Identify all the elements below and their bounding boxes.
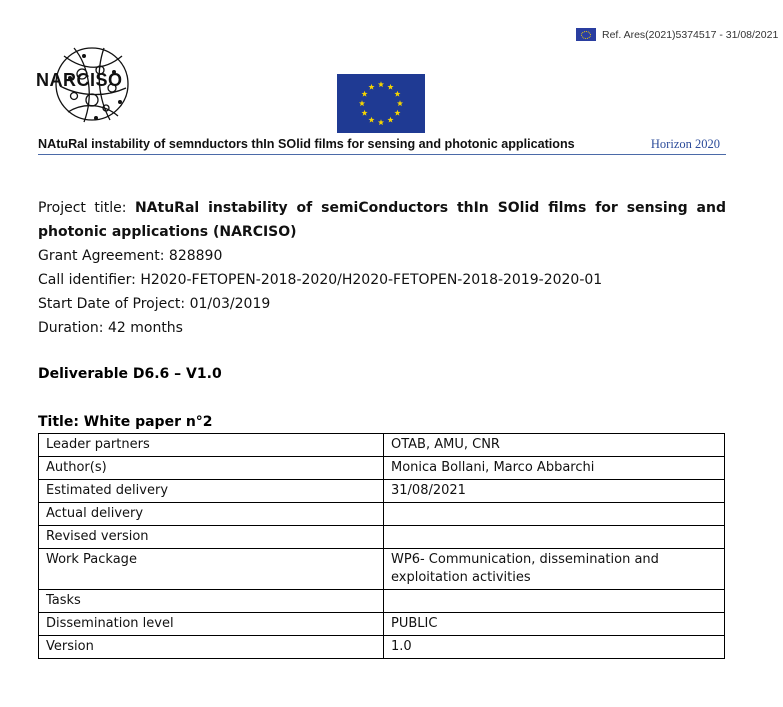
row-label: Dissemination level xyxy=(39,613,384,636)
row-value: 1.0 xyxy=(384,636,725,659)
row-label: Actual delivery xyxy=(39,503,384,526)
table-row xyxy=(39,613,725,636)
eu-flag-small-icon xyxy=(576,28,596,41)
document-title: Title: White paper n°2 xyxy=(38,414,213,430)
program-name: Horizon 2020 xyxy=(650,136,720,151)
table-row xyxy=(39,636,725,659)
row-value xyxy=(384,526,725,549)
table-row xyxy=(39,503,725,526)
start-date: Start Date of Project: 01/03/2019 xyxy=(38,296,271,312)
row-label: Work Package xyxy=(39,549,384,590)
table-row xyxy=(39,526,725,549)
project-title xyxy=(38,196,726,244)
row-value: PUBLIC xyxy=(384,613,725,636)
duration: Duration: 42 months xyxy=(38,320,183,336)
call-identifier: Call identifier: H2020-FETOPEN-2018-2020/H2020-FETOPEN-2018-2019-2020-01 xyxy=(38,272,603,288)
project-title-value: NAtuRal instability of semiConductors thIn SOlid films for sensing and photonic applications (NARCISO) xyxy=(38,200,726,240)
row-value: Monica Bollani, Marco Abbarchi xyxy=(384,457,725,480)
row-label: Version xyxy=(39,636,384,659)
row-value: 31/08/2021 xyxy=(384,480,725,503)
project-title-label: Project title: xyxy=(38,200,135,216)
deliverable-id: Deliverable D6.6 – V1.0 xyxy=(38,366,222,382)
row-value: OTAB, AMU, CNR xyxy=(384,434,725,457)
reference-text: Ref. Ares(2021)5374517 - 31/08/2021 xyxy=(602,28,779,41)
row-label: Author(s) xyxy=(39,457,384,480)
logo-wordmark: NARCISO xyxy=(36,70,123,90)
row-label: Leader partners xyxy=(39,434,384,457)
table-row xyxy=(39,549,725,590)
row-label: Tasks xyxy=(39,590,384,613)
row-value: WP6- Communication, dissemination and exploitation activities xyxy=(384,549,725,590)
table-row xyxy=(39,590,725,613)
deliverable-metadata-table xyxy=(38,433,725,659)
table-row xyxy=(39,480,725,503)
row-label: Estimated delivery xyxy=(39,480,384,503)
reference-stamp xyxy=(576,28,778,41)
row-value xyxy=(384,503,725,526)
row-label: Revised version xyxy=(39,526,384,549)
grant-agreement: Grant Agreement: 828890 xyxy=(38,248,223,264)
header-banner xyxy=(38,134,726,155)
table-row xyxy=(39,457,725,480)
table-row xyxy=(39,434,725,457)
project-info xyxy=(38,196,726,340)
banner-title: NAtuRal instability of semnductors thIn SOlid films for sensing and photonic applications xyxy=(38,137,575,151)
eu-flag-icon xyxy=(337,74,425,133)
row-value xyxy=(384,590,725,613)
